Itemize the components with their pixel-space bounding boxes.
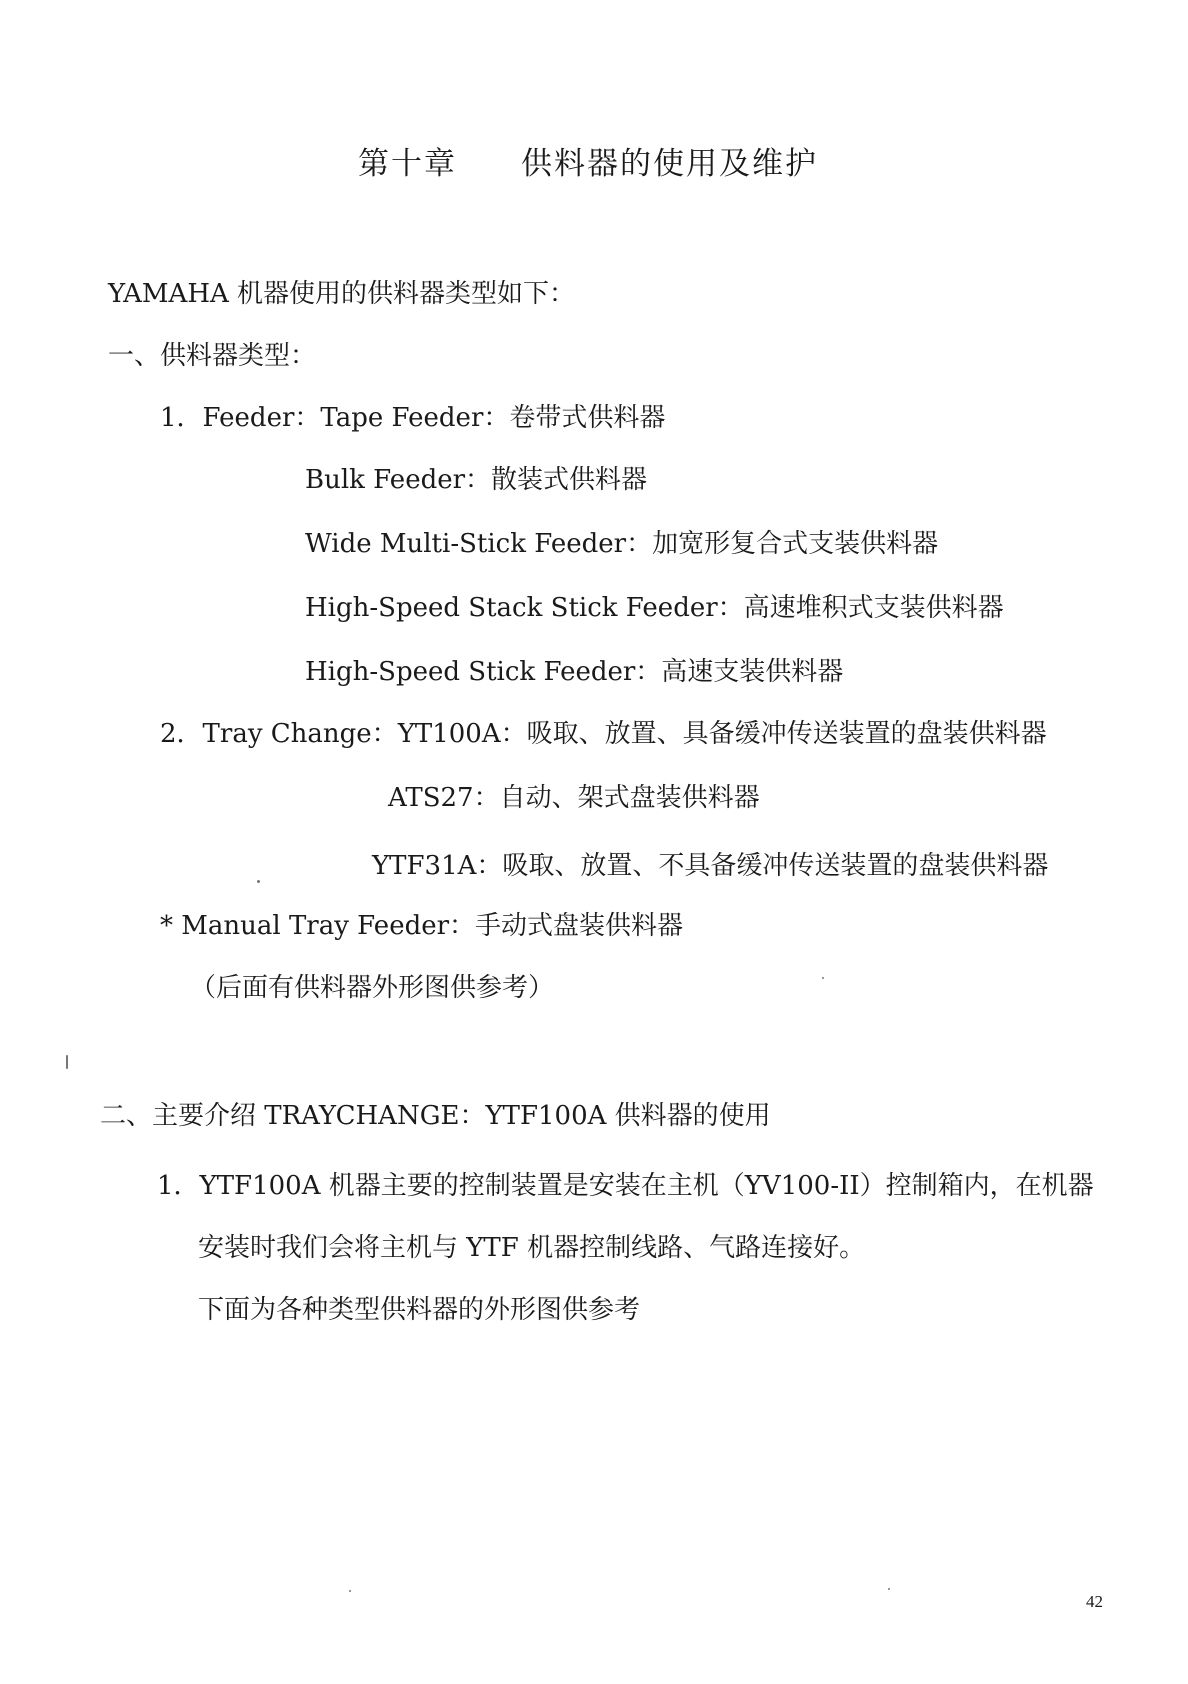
paragraph-line-3: 下面为各种类型供料器的外形图供参考	[198, 1295, 641, 1325]
tray-entry-yt100a: YT100A：吸取、放置、具备缓冲传送装置的盘装供料器	[397, 719, 1047, 749]
intro-line: YAMAHA 机器使用的供料器类型如下：	[108, 279, 576, 309]
tray-entry-ytf31a: YTF31A：吸取、放置、不具备缓冲传送装置的盘装供料器	[372, 851, 1049, 881]
paragraph-line-2: 安装时我们会将主机与 YTF 机器控制线路、气路连接好。	[198, 1233, 866, 1263]
chapter-number: 第十章	[358, 146, 457, 182]
scan-speck	[257, 880, 260, 883]
scan-speck	[349, 1590, 351, 1592]
paragraph-line-1: 1．YTF100A 机器主要的控制装置是安装在主机（YV100-II）控制箱内，在机器	[157, 1171, 1094, 1201]
feeder-item	[160, 402, 665, 434]
tray-change-item	[160, 718, 1047, 750]
feeder-prefix: 1．Feeder：	[160, 403, 321, 433]
chapter-title-text: 供料器的使用及维护	[521, 146, 818, 182]
scan-speck	[888, 1588, 890, 1590]
feeder-entry-wide-multi-stick: Wide Multi-Stick Feeder：加宽形复合式支装供料器	[305, 529, 939, 559]
scan-speck	[822, 977, 824, 979]
chapter-title	[358, 148, 818, 180]
tray-change-prefix: 2．Tray Change：	[160, 719, 398, 749]
manual-tray-feeder: * Manual Tray Feeder：手动式盘装供料器	[160, 911, 684, 941]
scan-speck	[66, 1055, 68, 1069]
feeder-entry-tape: Tape Feeder：卷带式供料器	[320, 403, 666, 433]
reference-note: （后面有供料器外形图供参考）	[190, 973, 555, 1003]
section-1-heading: 一、供料器类型：	[108, 341, 317, 371]
section-2-heading: 二、主要介绍 TRAYCHANGE：YTF100A 供料器的使用	[100, 1101, 771, 1131]
feeder-entry-high-speed-stick: High-Speed Stick Feeder：高速支装供料器	[305, 657, 844, 687]
page-number: 42	[1086, 1592, 1103, 1611]
tray-entry-ats27: ATS27：自动、架式盘装供料器	[388, 783, 760, 813]
feeder-entry-high-speed-stack-stick: High-Speed Stack Stick Feeder：高速堆积式支装供料器	[305, 593, 1004, 623]
feeder-entry-bulk: Bulk Feeder：散装式供料器	[305, 465, 648, 495]
